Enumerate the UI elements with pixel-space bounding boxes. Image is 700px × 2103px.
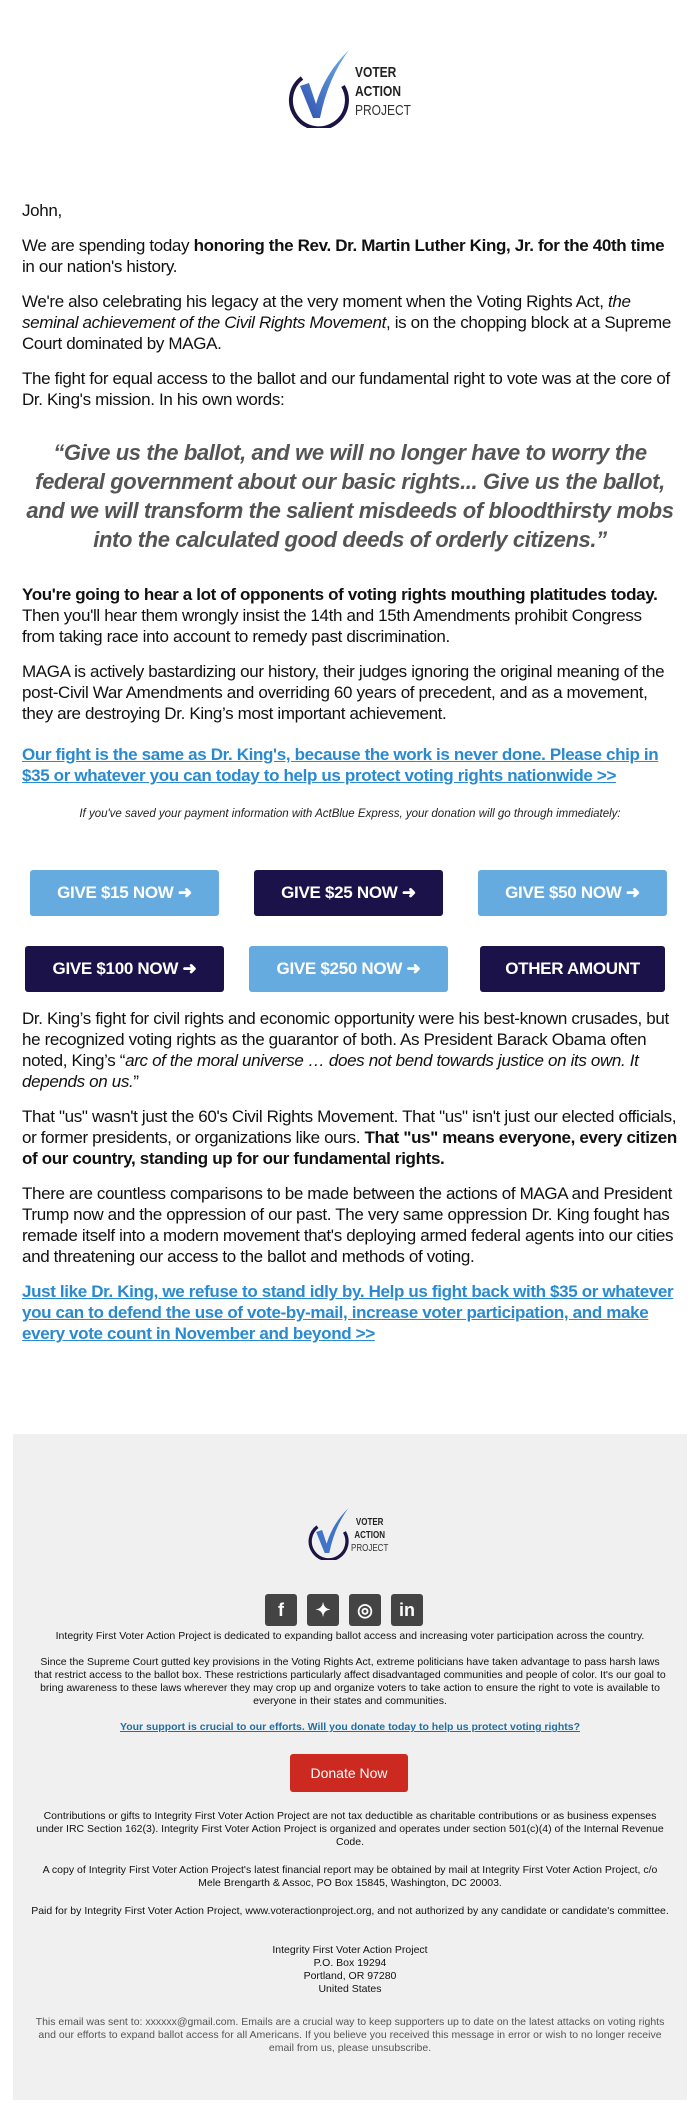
donate-link[interactable]: Just like Dr. King, we refuse to stand idly by. Help us fight back with $35 or whatever you can to defend the use of vote-by-mail, increase voter participation, and make every vote count in November and beyond >> xyxy=(22,1282,674,1343)
logo-text xyxy=(355,63,411,120)
give-50-button[interactable]: GIVE $50 NOW ➜ xyxy=(478,870,667,916)
greeting: John, xyxy=(22,201,62,220)
donate-link[interactable]: Our fight is the same as Dr. King's, because the work is never done. Please chip in $35 or whatever you can today to help us protect voting rights nationwide >> xyxy=(22,745,659,785)
text: Then you'll hear them wrongly insist the 14th and 15th Amendments prohibit Congress from taking race into account to remedy past discrimination. xyxy=(22,606,642,646)
text: ” xyxy=(133,1072,139,1091)
text: in our nation's history. xyxy=(22,257,178,276)
instagram-icon[interactable]: ◎ xyxy=(349,1594,381,1626)
logo-line: PROJECT xyxy=(355,102,412,119)
bluesky-icon[interactable]: ✦ xyxy=(307,1594,339,1626)
paragraph xyxy=(22,584,678,647)
paragraph xyxy=(22,235,678,277)
support-link[interactable]: Your support is crucial to our efforts. Will you donate today to help us protect voting rights? xyxy=(120,1721,580,1733)
logo-line: PROJECT xyxy=(351,1543,389,1554)
email-body xyxy=(22,200,678,839)
paragraph xyxy=(22,1008,678,1092)
paragraph: MAGA is actively bastardizing our history, their judges ignoring the original meaning of the post-Civil War Amendments and overriding 60 years of precedent, and as a movement, they are destroying Dr. King’s most important achievement. xyxy=(22,662,665,723)
linkedin-icon[interactable]: in xyxy=(391,1594,423,1626)
text: We're also celebrating his legacy at the very moment when the Voting Rights Act, xyxy=(22,292,608,311)
text: Dr. King’s fight for civil rights and economic opportunity were his best-known crusades, but he recognized voting rights as the guarantor of both. As President Barack Obama often noted, King’s “ xyxy=(22,1009,669,1070)
text: , is on the chopping block at a Supreme Court dominated by MAGA. xyxy=(22,313,671,353)
give-250-button[interactable]: GIVE $250 NOW ➜ xyxy=(249,946,448,992)
logo-text xyxy=(351,1516,388,1555)
give-15-button[interactable]: GIVE $15 NOW ➜ xyxy=(30,870,219,916)
paragraph xyxy=(22,1106,678,1169)
support-line xyxy=(31,1721,669,1734)
address-line: Portland, OR 97280 xyxy=(303,1970,397,1982)
give-100-button[interactable]: GIVE $100 NOW ➜ xyxy=(25,946,224,992)
paid-for-text: Paid for by Integrity First Voter Action Project, www.voteractionproject.org, and not authorized by any candidate or candidate's committee. xyxy=(31,1905,669,1917)
sent-to-text: This email was sent to: xxxxxx@gmail.com. Emails are a crucial way to keep supporters up to date on the latest attacks on voting rights and our efforts to expand ballot access for all Americans. If you believe you received this message in error or wish to no longer receive email from us, please unsubscribe. xyxy=(35,2016,665,2054)
italic-text: arc of the moral universe … does not bend towards justice on its own. It depends on us. xyxy=(22,1051,639,1091)
paragraph: There are countless comparisons to be made between the actions of MAGA and President Trump now and the oppression of our past. The very same oppression Dr. King fought has remade itself into a modern movement that's deploying armed federal agents into our cities and threatening our access to the ballot and methods of voting. xyxy=(22,1184,674,1266)
facebook-icon[interactable]: f xyxy=(265,1594,297,1626)
checkmark-logo-icon xyxy=(280,38,350,128)
paragraph xyxy=(22,1281,678,1344)
text: That "us" wasn't just the 60's Civil Rights Movement. That "us" isn't just our elected officials, or former presidents, or organizations like ours. xyxy=(22,1107,677,1147)
footer-logo xyxy=(303,1500,403,1560)
bold-text: That "us" means everyone, every citizen of our country, standing up for our fundamental rights. xyxy=(22,1128,677,1168)
give-25-button[interactable]: GIVE $25 NOW ➜ xyxy=(254,870,443,916)
tax-text: Contributions or gifts to Integrity First Voter Action Project are not tax deductible as charitable contributions or as business expenses under IRC Section 162(3). Integrity First Voter Action Project is organized and operates under section 501(c)(4) of the Internal Revenue Code. xyxy=(36,1810,664,1848)
text: We are spending today xyxy=(22,236,194,255)
logo-line: ACTION xyxy=(355,83,401,100)
paragraph: The fight for equal access to the ballot and our fundamental right to vote was at the core of Dr. King's mission. In his own words: xyxy=(22,369,670,409)
donate-now-button[interactable]: Donate Now xyxy=(290,1754,408,1792)
address-line: P.O. Box 19294 xyxy=(313,1957,387,1969)
since-text: Since the Supreme Court gutted key provisions in the Voting Rights Act, extreme politicians have taken advantage to pass harsh laws that restrict access to the ballot box. These restrictions particularly affect disadvantaged communities and people of color. It's our goal to bring awareness to these laws wherever they may crop up and organize voters to take action to ensure the right to vote is available to everyone in their states and communities. xyxy=(34,1656,666,1707)
header-logo xyxy=(280,38,430,128)
italic-text: the seminal achievement of the Civil Rights Movement xyxy=(22,292,631,332)
mailing-address xyxy=(31,1944,669,1996)
social-links xyxy=(265,1594,423,1626)
checkmark-logo-icon xyxy=(303,1500,349,1560)
paragraph xyxy=(22,744,678,786)
logo-line: VOTER xyxy=(355,64,397,81)
express-note: If you've saved your payment information with ActBlue Express, your donation will go through immediately: xyxy=(79,808,621,820)
report-text: A copy of Integrity First Voter Action Project's latest financial report may be obtained by mail at Integrity First Voter Action Project, c/o Mele Brengarth & Assoc, PO Box 15845, Washington, DC 20003. xyxy=(42,1864,658,1889)
email-body-continued xyxy=(22,1008,678,1358)
paragraph xyxy=(22,291,678,354)
address-line: Integrity First Voter Action Project xyxy=(272,1944,428,1956)
bold-text: honoring the Rev. Dr. Martin Luther King, Jr. for the 40th time xyxy=(193,236,665,255)
logo-line: VOTER xyxy=(355,1517,384,1528)
bold-text: You're going to hear a lot of opponents of voting rights mouthing platitudes today. xyxy=(22,585,658,604)
other-amount-button[interactable]: OTHER AMOUNT xyxy=(480,946,665,992)
address-line: United States xyxy=(318,1983,382,1995)
footer xyxy=(13,1434,687,2100)
mlk-quote: “Give us the ballot, and we will no longer have to worry the federal government about our basic rights... Give us the ballot, and we will transform the salient misdeeds of bloodthirsty mobs into the calculated good deeds of orderly citizens.” xyxy=(26,440,674,552)
logo-line: ACTION xyxy=(354,1530,385,1541)
mission-text: Integrity First Voter Action Project is dedicated to expanding ballot access and increasing voter participation across the country. xyxy=(55,1630,645,1642)
